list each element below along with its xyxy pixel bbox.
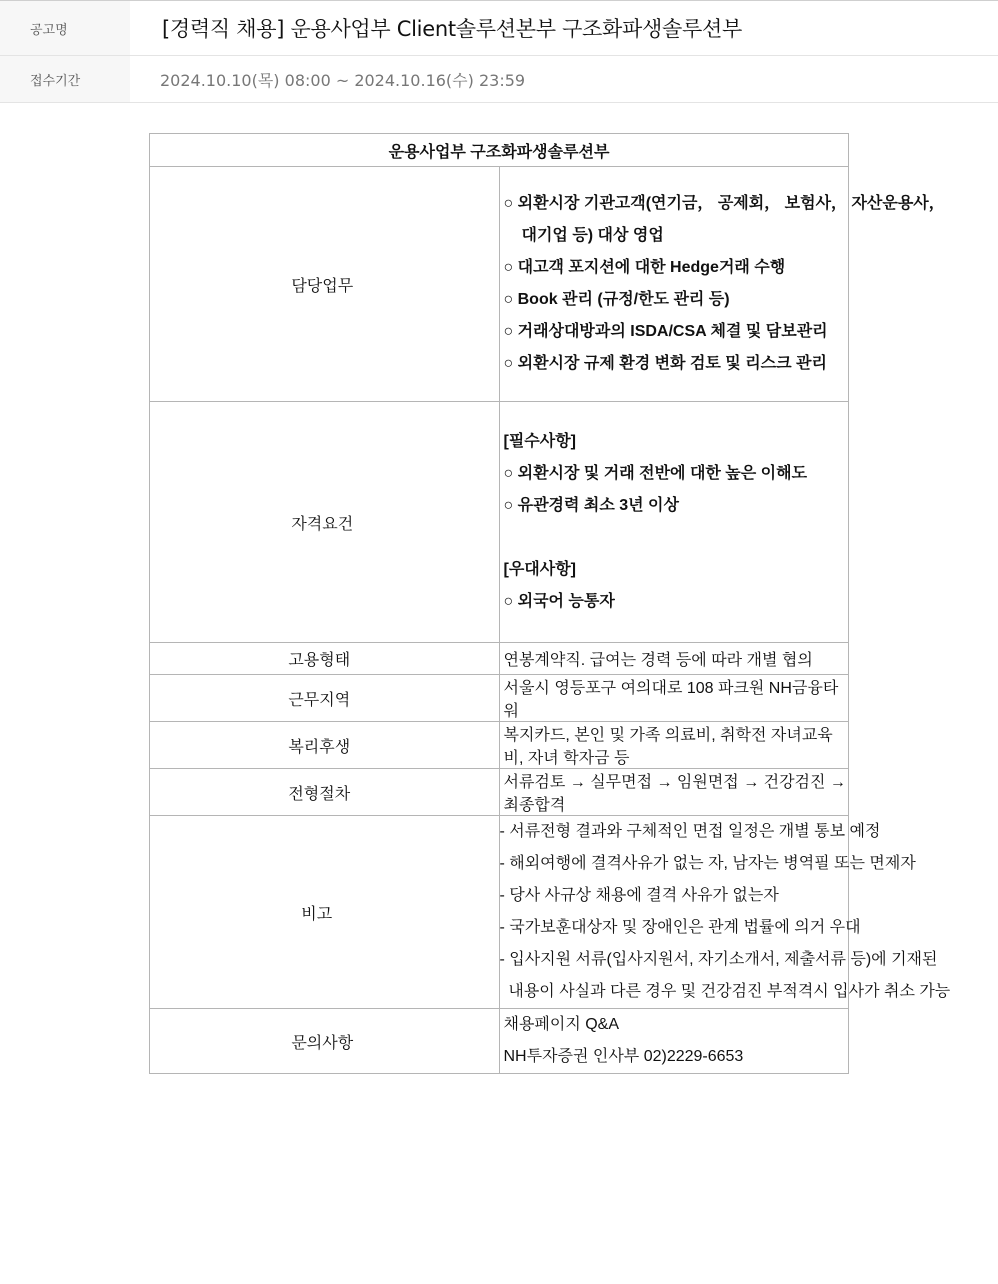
posting-title: [경력직 채용] 운용사업부 Client솔루션본부 구조화파생솔루션부 xyxy=(162,17,742,41)
process-label: 전형절차 xyxy=(150,769,500,816)
qualifications-label: 자격요건 xyxy=(150,402,500,643)
list-item: ○ 외국어 능통자 xyxy=(503,593,615,610)
list-item: ○ 외환시장 기관고객(연기금， 공제회， 보험사， 자산운용사， xyxy=(503,195,945,212)
process-row xyxy=(150,769,849,816)
duties-label: 담당업무 xyxy=(150,167,500,402)
required-heading: [필수사항] xyxy=(503,433,576,450)
spacer xyxy=(504,522,849,554)
list-item: 채용페이지 Q&A xyxy=(503,1016,620,1033)
list-item: 내용이 사실과 다른 경우 및 건강검진 부적격시 입사가 취소 가능 xyxy=(499,983,951,1000)
preferred-heading: [우대사항] xyxy=(503,561,576,578)
posting-period-label: 접수기간 xyxy=(0,56,130,102)
list-item: ○ 외환시장 규제 환경 변화 검토 및 리스크 관리 xyxy=(503,355,827,372)
job-detail-table xyxy=(149,133,951,1074)
location-row xyxy=(150,675,849,722)
duties-value xyxy=(499,167,945,402)
benefits-row xyxy=(150,722,849,769)
list-item: - 입사지원 서류(입사지원서, 자기소개서, 제출서류 등)에 기재된 xyxy=(499,951,938,968)
benefits-value: 복지카드, 본인 및 가족 의료비, 취학전 자녀교육비, 자녀 학자금 등 xyxy=(499,722,849,769)
list-item: - 당사 사규상 채용에 결격 사유가 없는자 xyxy=(499,887,779,904)
list-item: ○ 유관경력 최소 3년 이상 xyxy=(503,497,679,514)
qualifications-row xyxy=(150,402,849,643)
employment-label: 고용형태 xyxy=(150,643,500,675)
notes-row xyxy=(150,816,849,1009)
list-item: NH투자증권 인사부 02)2229-6653 xyxy=(503,1048,744,1065)
inquiry-label: 문의사항 xyxy=(150,1009,500,1074)
location-value: 서울시 영등포구 여의대로 108 파크원 NH금융타워 xyxy=(499,675,849,722)
notes-value xyxy=(499,816,951,1009)
table-caption-row xyxy=(150,134,849,167)
inquiry-value xyxy=(499,1009,849,1074)
posting-period-row xyxy=(0,56,998,103)
benefits-label: 복리후생 xyxy=(150,722,500,769)
process-value: 서류검토 → 실무면접 → 임원면접 → 건강검진 → 최종합격 xyxy=(499,769,849,816)
list-item: - 국가보훈대상자 및 장애인은 관계 법률에 의거 우대 xyxy=(499,919,861,936)
duties-row xyxy=(150,167,849,402)
posting-header xyxy=(0,0,998,103)
posting-title-row xyxy=(0,1,998,56)
list-item: ○ 대고객 포지션에 대한 Hedge거래 수행 xyxy=(503,259,786,276)
inquiry-row xyxy=(150,1009,849,1074)
notes-label: 비고 xyxy=(150,816,500,1009)
table-caption: 운용사업부 구조화파생솔루션부 xyxy=(150,134,849,167)
location-label: 근무지역 xyxy=(150,675,500,722)
qualifications-value xyxy=(499,402,849,643)
posting-title-label: 공고명 xyxy=(0,1,130,55)
employment-value: 연봉계약직. 급여는 경력 등에 따라 개별 협의 xyxy=(499,643,849,675)
posting-period: 2024.10.10(목) 08:00 ~ 2024.10.16(수) 23:59 xyxy=(160,70,526,90)
employment-row xyxy=(150,643,849,675)
list-item: - 서류전형 결과와 구체적인 면접 일정은 개별 통보 예정 xyxy=(499,823,881,840)
list-item: ○ 외환시장 및 거래 전반에 대한 높은 이해도 xyxy=(503,465,808,482)
list-item: ○ Book 관리 (규정/한도 관리 등) xyxy=(503,291,730,308)
list-item: - 해외여행에 결격사유가 없는 자, 남자는 병역필 또는 면제자 xyxy=(499,855,916,872)
list-item: ○ 거래상대방과의 ISDA/CSA 체결 및 담보관리 xyxy=(503,323,828,340)
list-item: 대기업 등) 대상 영업 xyxy=(521,227,664,244)
